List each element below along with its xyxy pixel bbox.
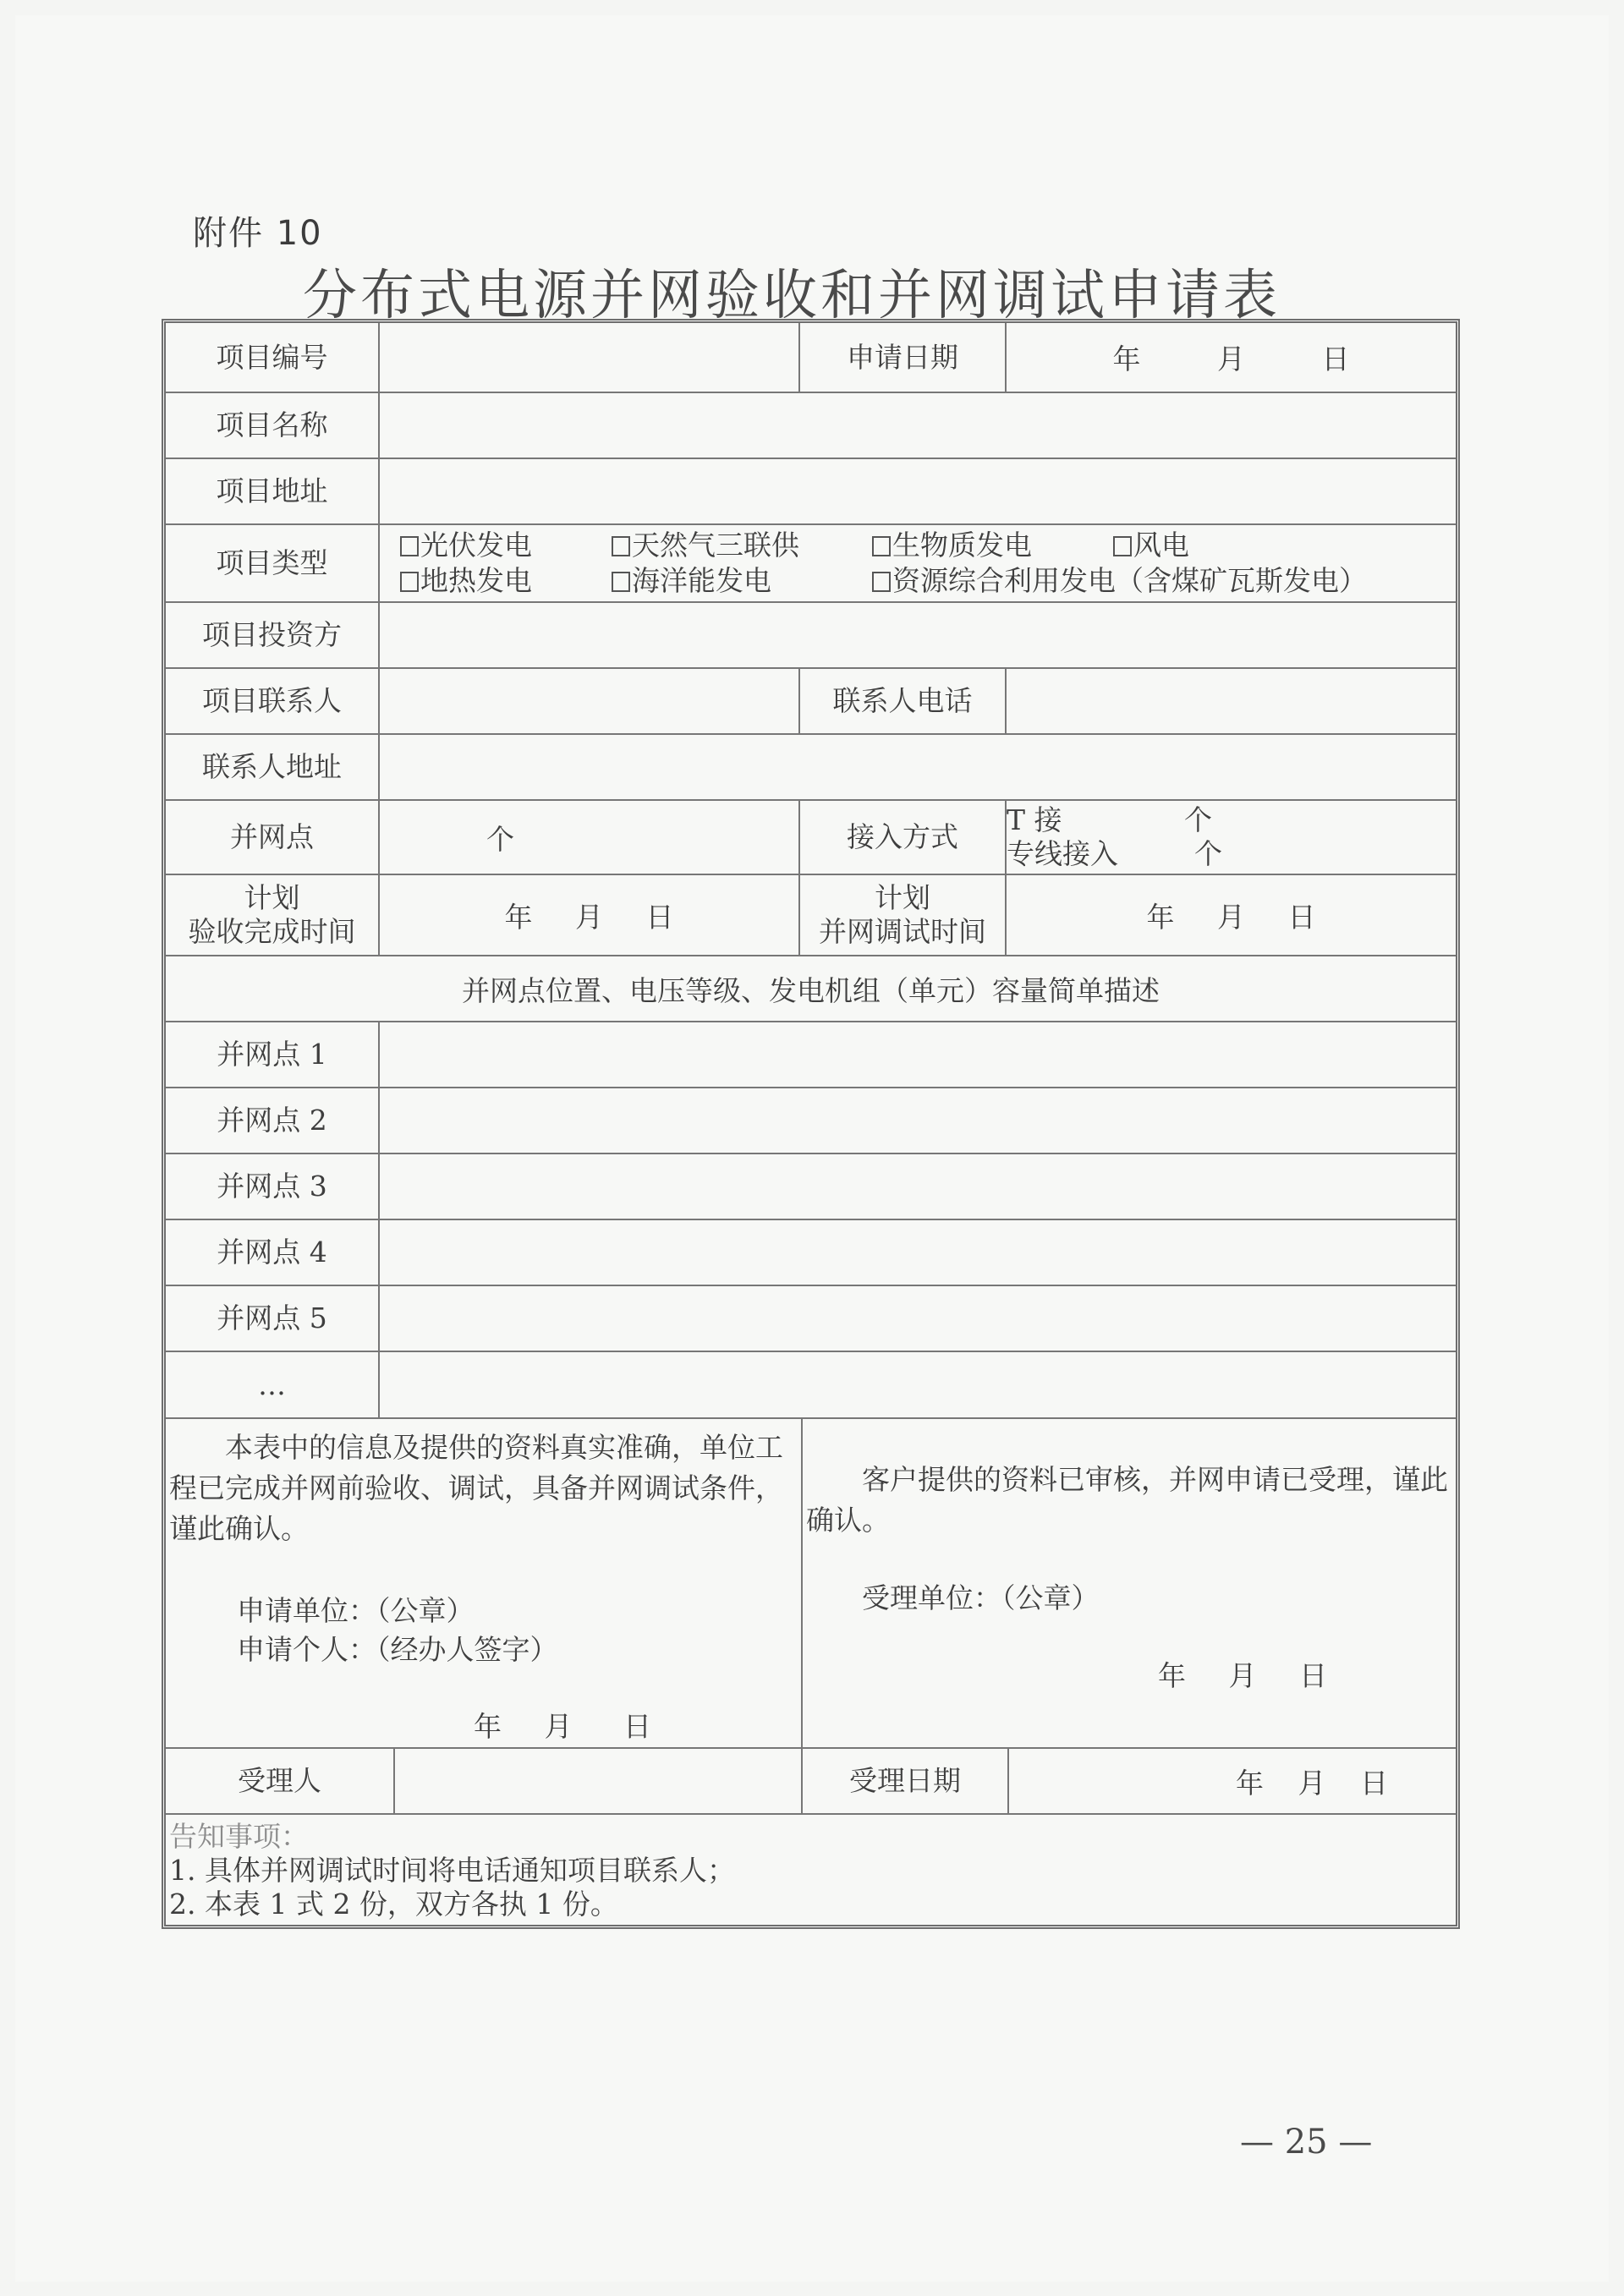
grid-point-row — [166, 1219, 1456, 1285]
planned-acceptance-label: 计划 验收完成时间 — [166, 874, 379, 956]
notice-section — [166, 1814, 1456, 1925]
checkbox-icon[interactable] — [400, 536, 419, 556]
acceptance-date-field[interactable]: 年 月 日 — [1008, 1748, 1456, 1814]
grid-point-row — [166, 1153, 1456, 1219]
grid-point-field[interactable] — [379, 1285, 1456, 1351]
applicant-person-label: 申请个人：（经办人签字） — [237, 1633, 558, 1666]
project-address-label: 项目地址 — [166, 458, 379, 524]
page-number: — 25 — — [1240, 2123, 1373, 2162]
dedicated-line-line: 专线接入 个 — [1007, 837, 1222, 870]
project-number-field[interactable] — [379, 323, 799, 392]
acceptor-date: 年 月 日 — [1158, 1659, 1327, 1692]
notice-title: 告知事项： — [169, 1820, 309, 1853]
contact-person-field[interactable] — [379, 668, 799, 734]
row-project-number — [166, 323, 1456, 392]
application-form — [162, 319, 1460, 1929]
row-declarations — [166, 1418, 1456, 1748]
row-contact — [166, 668, 1456, 734]
grid-point-row — [166, 1285, 1456, 1351]
applicant-unit-label: 申请单位：（公章） — [237, 1594, 475, 1627]
acceptor-unit-label: 受理单位：（公章） — [862, 1581, 1100, 1614]
row-project-name — [166, 392, 1456, 458]
applicant-declaration-text: 本表中的信息及提供的资料真实准确，单位工程已完成并网前验收、调试，具备并网调试条件，谨此确认。 — [169, 1431, 783, 1545]
access-method-field[interactable] — [1006, 800, 1456, 874]
notice-item: 2. 本表 1 式 2 份，双方各执 1 份。 — [169, 1888, 618, 1921]
row-project-type — [166, 524, 1456, 602]
option-ocean-energy[interactable]: 海洋能发电 — [612, 563, 872, 599]
project-number-label: 项目编号 — [166, 323, 379, 392]
row-notice — [166, 1814, 1456, 1925]
grid-point-label: 并网点 3 — [166, 1153, 379, 1219]
contact-address-field[interactable] — [379, 734, 1456, 800]
attachment-label: 附件 10 — [193, 214, 323, 253]
planned-acceptance-date-field[interactable]: 年 月 日 — [379, 874, 799, 956]
row-acceptor — [166, 1748, 1456, 1814]
acceptor-field[interactable] — [394, 1748, 802, 1814]
investor-label: 项目投资方 — [166, 602, 379, 668]
row-planned-times — [166, 874, 1456, 956]
declaration-table — [166, 1417, 1456, 1925]
notice-item: 1. 具体并网调试时间将电话通知项目联系人； — [169, 1854, 735, 1887]
grid-point-field[interactable] — [379, 1351, 1456, 1417]
checkbox-icon[interactable] — [872, 572, 891, 592]
checkbox-icon[interactable] — [1113, 536, 1132, 556]
grid-point-field[interactable] — [379, 1022, 1456, 1088]
option-gas-trigeneration[interactable]: 天然气三联供 — [612, 528, 872, 563]
option-resource-utilization[interactable]: 资源综合利用发电（含煤矿瓦斯发电） — [872, 563, 1367, 599]
row-project-address — [166, 458, 1456, 524]
access-method-label: 接入方式 — [799, 800, 1006, 874]
applicant-date: 年 月 日 — [474, 1710, 651, 1743]
contact-phone-field[interactable] — [1006, 668, 1456, 734]
grid-point-label: 并网点 4 — [166, 1219, 379, 1285]
contact-address-label: 联系人地址 — [166, 734, 379, 800]
investor-field[interactable] — [379, 602, 1456, 668]
date-day: 日 — [1321, 342, 1350, 375]
project-address-field[interactable] — [379, 458, 1456, 524]
checkbox-icon[interactable] — [612, 572, 630, 592]
grid-point-label: 并网点 1 — [166, 1022, 379, 1088]
form-table — [166, 323, 1456, 1417]
document-title: 分布式电源并网验收和并网调试申请表 — [303, 265, 1281, 327]
grid-point-row — [166, 1088, 1456, 1153]
project-type-options — [379, 524, 1456, 602]
grid-points-field[interactable] — [379, 800, 799, 874]
option-photovoltaic[interactable]: 光伏发电 — [400, 528, 612, 563]
acceptor-label: 受理人 — [166, 1748, 394, 1814]
option-geothermal[interactable]: 地热发电 — [400, 563, 612, 599]
contact-person-label: 项目联系人 — [166, 668, 379, 734]
acceptance-date-label: 受理日期 — [802, 1748, 1008, 1814]
grid-point-field[interactable] — [379, 1219, 1456, 1285]
t-connection-line: T 接 个 — [1007, 803, 1212, 836]
project-name-field[interactable] — [379, 392, 1456, 458]
checkbox-icon[interactable] — [872, 536, 891, 556]
application-date-field[interactable] — [1006, 323, 1456, 392]
grid-point-label: 并网点 2 — [166, 1088, 379, 1153]
checkbox-icon[interactable] — [612, 536, 630, 556]
option-wind[interactable]: 风电 — [1113, 528, 1189, 563]
project-name-label: 项目名称 — [166, 392, 379, 458]
date-month: 月 — [1217, 342, 1245, 375]
project-type-label: 项目类型 — [166, 524, 379, 602]
grid-point-label: 并网点 5 — [166, 1285, 379, 1351]
description-header: 并网点位置、电压等级、发电机组（单元）容量简单描述 — [166, 956, 1456, 1022]
applicant-declaration[interactable] — [166, 1418, 802, 1748]
row-contact-address — [166, 734, 1456, 800]
application-date-label: 申请日期 — [799, 323, 1006, 392]
acceptor-declaration[interactable] — [802, 1418, 1456, 1748]
grid-point-row — [166, 1022, 1456, 1088]
contact-phone-label: 联系人电话 — [799, 668, 1006, 734]
grid-point-field[interactable] — [379, 1088, 1456, 1153]
row-description-header — [166, 956, 1456, 1022]
grid-points-unit: 个 — [486, 822, 514, 856]
checkbox-icon[interactable] — [400, 572, 419, 592]
date-year: 年 — [1112, 342, 1141, 375]
row-grid-points — [166, 800, 1456, 874]
acceptor-declaration-text: 客户提供的资料已审核，并网申请已受理，谨此确认。 — [806, 1463, 1448, 1537]
option-biomass[interactable]: 生物质发电 — [872, 528, 1113, 563]
planned-commissioning-label: 计划 并网调试时间 — [799, 874, 1006, 956]
row-investor — [166, 602, 1456, 668]
grid-points-label: 并网点 — [166, 800, 379, 874]
planned-commissioning-date-field[interactable]: 年 月 日 — [1006, 874, 1456, 956]
grid-point-label: … — [166, 1351, 379, 1417]
grid-point-field[interactable] — [379, 1153, 1456, 1219]
grid-point-row — [166, 1351, 1456, 1417]
